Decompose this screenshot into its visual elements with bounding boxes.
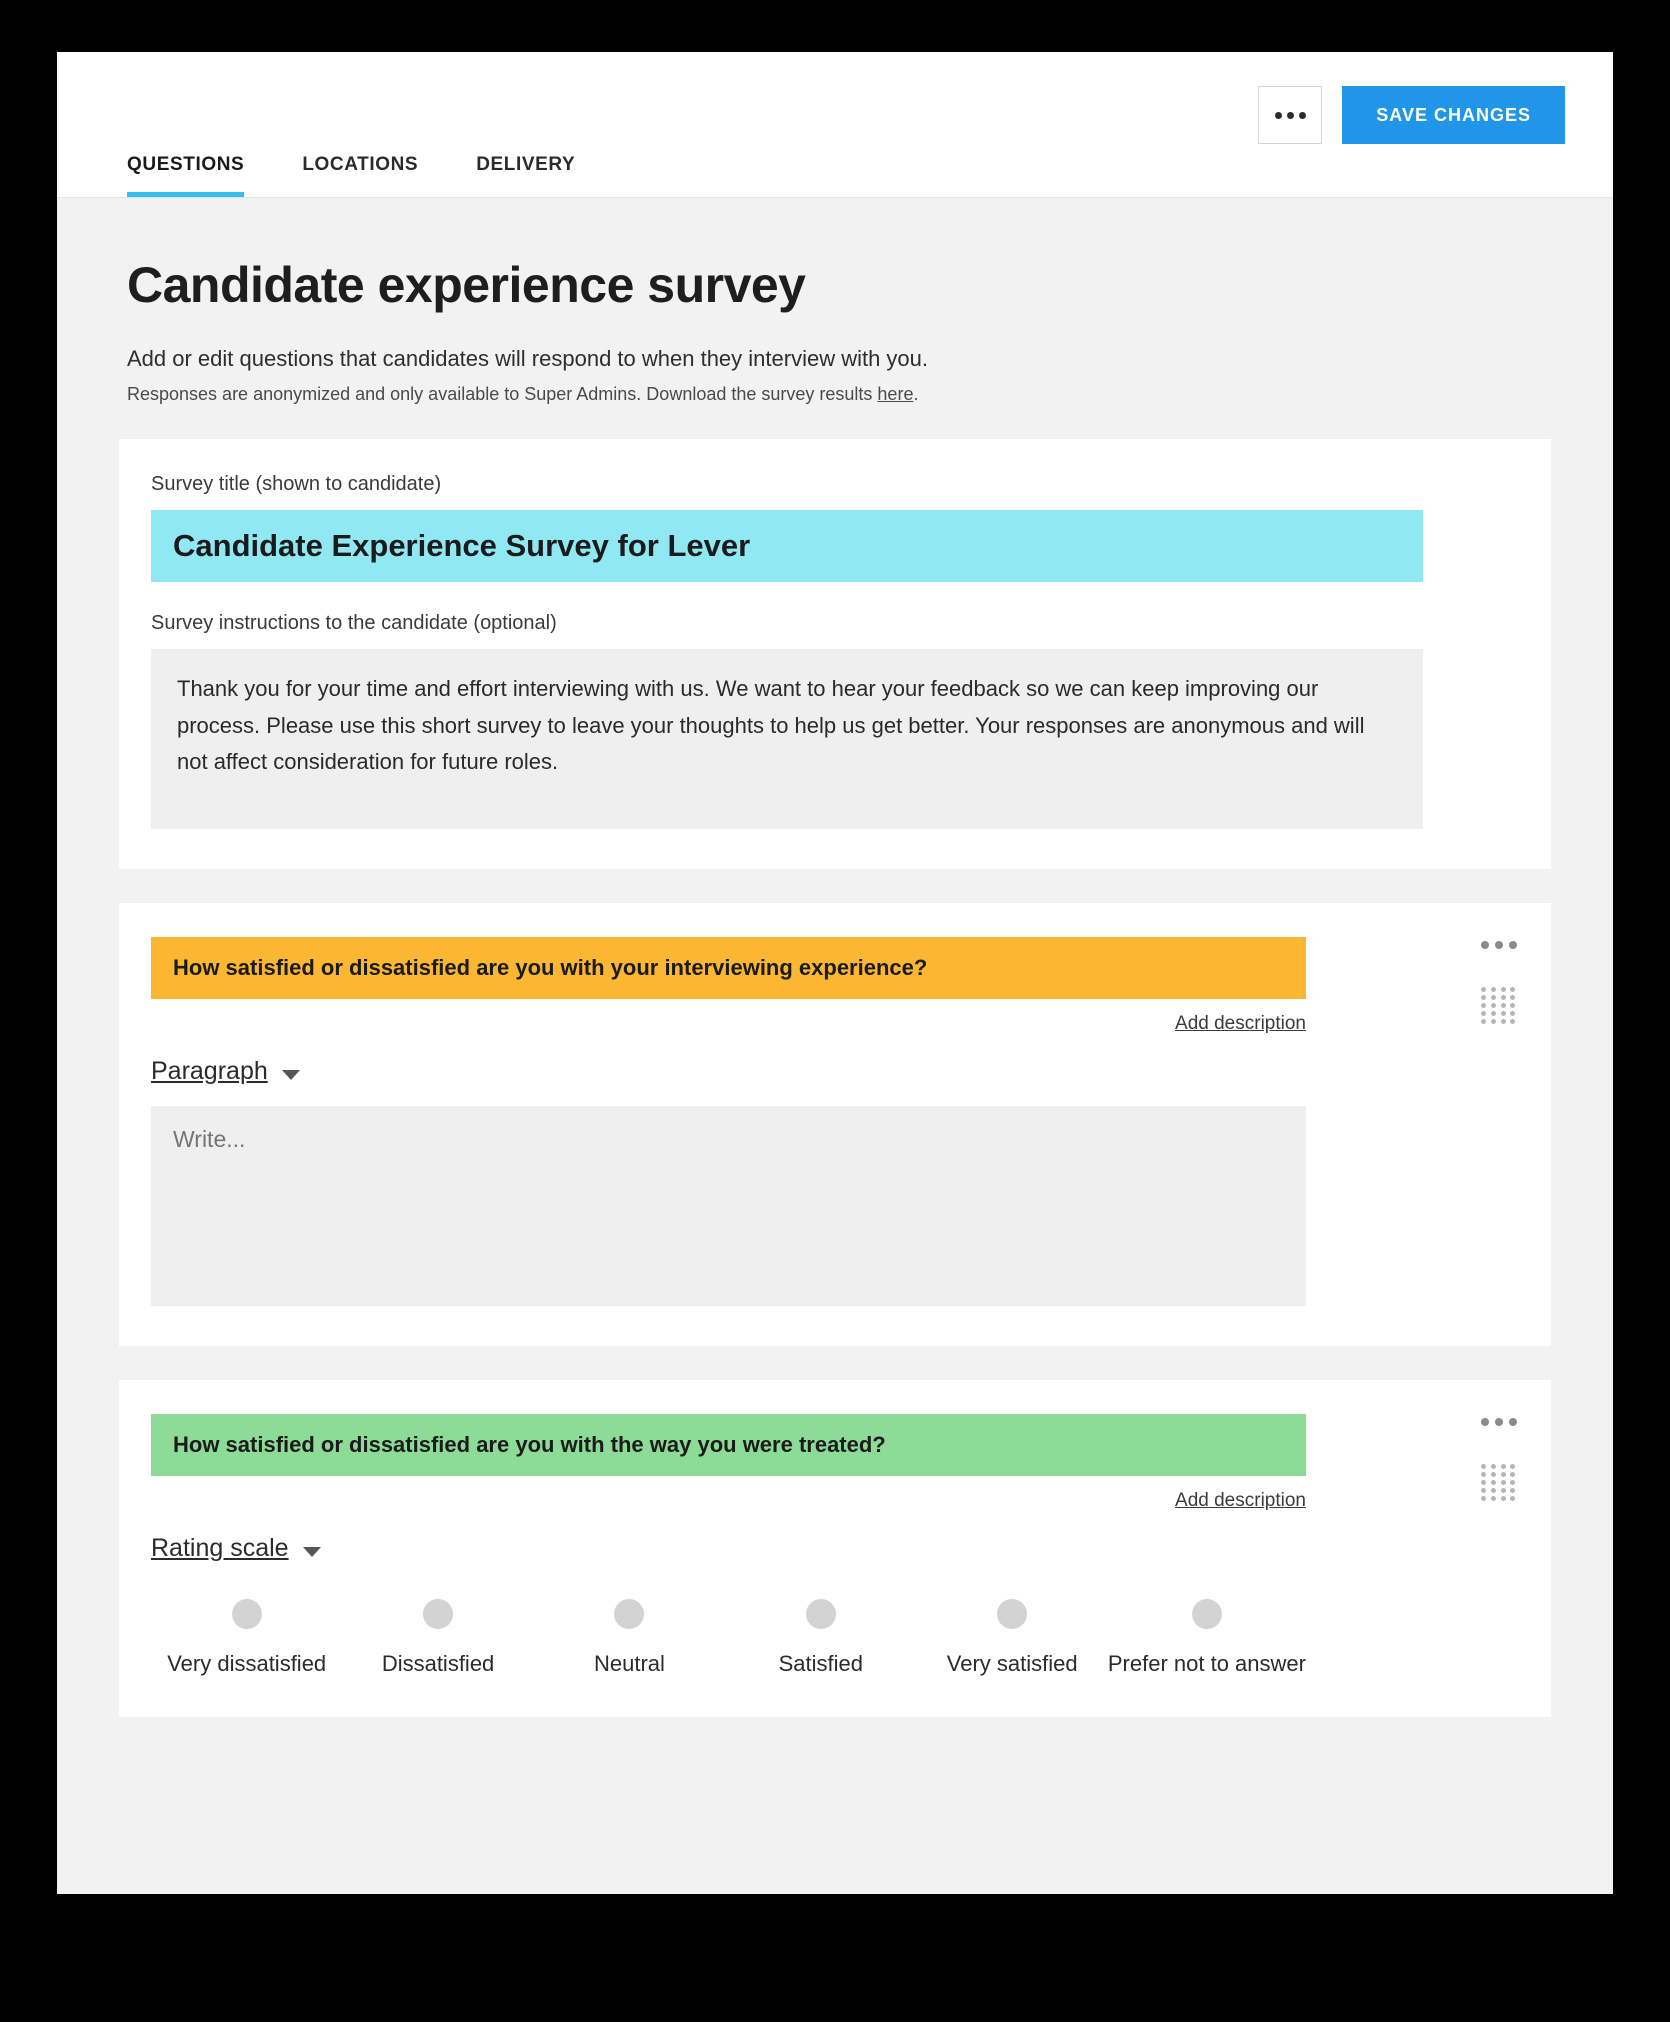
page-body [57, 198, 1613, 1717]
question-2-title-input[interactable] [151, 1414, 1306, 1476]
survey-instructions-label: Survey instructions to the candidate (optional) [151, 612, 557, 634]
question-1-type-select[interactable] [151, 1057, 300, 1086]
page-note [127, 384, 1543, 405]
rating-option-label: Very satisfied [946, 1651, 1078, 1676]
ellipsis-icon [1275, 112, 1306, 119]
question-1-card-controls [1481, 941, 1517, 1023]
question-1-add-description[interactable]: Add description [1175, 1013, 1306, 1034]
more-options-button[interactable] [1258, 86, 1322, 144]
save-changes-button[interactable]: SAVE CHANGES [1342, 86, 1565, 144]
page-subtitle: Add or edit questions that candidates will respond to when they interview with you. [127, 346, 929, 371]
question-2-card-controls [1481, 1418, 1517, 1500]
note-text-after: . [913, 384, 919, 404]
page-header [57, 198, 1613, 405]
survey-title-label: Survey title (shown to candidate) [151, 473, 442, 495]
question-2-drag-handle-icon[interactable] [1481, 1464, 1517, 1500]
tab-locations[interactable] [302, 154, 418, 197]
radio-icon[interactable] [614, 1599, 644, 1629]
page-title: Candidate experience survey [127, 257, 806, 313]
radio-icon[interactable] [1192, 1599, 1222, 1629]
rating-option-label: Neutral [593, 1651, 665, 1676]
note-text-before: Responses are anonymized and only available to Super Admins. Download the survey results [127, 384, 878, 404]
rating-option-prefer-not-to-answer[interactable] [1108, 1599, 1306, 1677]
radio-icon[interactable] [423, 1599, 453, 1629]
question-2-add-description[interactable]: Add description [1175, 1490, 1306, 1511]
rating-option-label: Satisfied [778, 1651, 863, 1676]
question-1-drag-handle-icon[interactable] [1481, 987, 1517, 1023]
question-1-options-icon[interactable] [1481, 941, 1517, 949]
chevron-down-icon [282, 1070, 300, 1080]
survey-title-input[interactable] [151, 510, 1423, 582]
rating-option-satisfied[interactable] [725, 1599, 916, 1677]
rating-option-very-satisfied[interactable] [917, 1599, 1108, 1677]
rating-option-label: Dissatisfied [381, 1651, 495, 1676]
survey-instructions-input[interactable] [151, 649, 1423, 829]
chevron-down-icon [303, 1547, 321, 1557]
rating-option-label: Very dissatisfied [167, 1651, 327, 1676]
question-2-type-select[interactable] [151, 1534, 321, 1563]
top-bar [57, 52, 1613, 198]
tab-delivery-label: DELIVERY [476, 154, 576, 175]
survey-meta-card [119, 439, 1551, 869]
rating-option-neutral[interactable] [534, 1599, 725, 1677]
rating-option-very-dissatisfied[interactable] [151, 1599, 342, 1677]
app-window [57, 52, 1613, 1894]
top-bar-actions [1258, 86, 1565, 144]
download-results-link[interactable]: here [877, 384, 914, 404]
question-2-type-label: Rating scale [151, 1534, 289, 1562]
tab-questions-label: QUESTIONS [127, 154, 245, 175]
tab-bar [127, 154, 633, 197]
question-1-type-label: Paragraph [151, 1057, 268, 1085]
question-2-rating-scale [151, 1599, 1306, 1677]
question-card-1 [119, 903, 1551, 1346]
tab-questions[interactable] [127, 154, 244, 197]
question-1-answer-preview[interactable] [151, 1106, 1306, 1306]
tab-locations-label: LOCATIONS [302, 154, 419, 175]
tab-delivery[interactable] [476, 154, 575, 197]
radio-icon[interactable] [997, 1599, 1027, 1629]
rating-option-dissatisfied[interactable] [342, 1599, 533, 1677]
rating-option-label: Prefer not to answer [1107, 1651, 1306, 1676]
question-1-title-input[interactable] [151, 937, 1306, 999]
question-card-2 [119, 1380, 1551, 1717]
radio-icon[interactable] [806, 1599, 836, 1629]
radio-icon[interactable] [232, 1599, 262, 1629]
question-2-options-icon[interactable] [1481, 1418, 1517, 1426]
